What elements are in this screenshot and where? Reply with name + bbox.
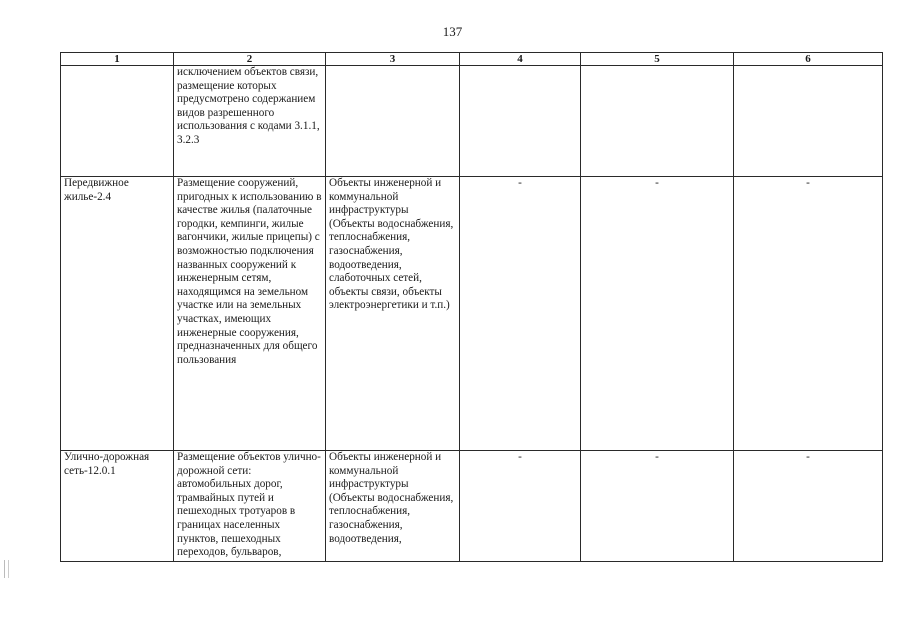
header-col-1: 1: [61, 53, 174, 66]
header-col-3: 3: [326, 53, 460, 66]
cell-use-name: [61, 66, 174, 177]
cell-auxiliary-objects: [326, 66, 460, 177]
cell-col-6: [734, 177, 883, 451]
cell-col-6: [734, 66, 883, 177]
cell-col-5: [581, 177, 734, 451]
cell-use-description: исключением объектов связи, размещение которых предусмотрено содержанием видов разрешенного использования с кодами 3.1.1, 3.2.3: [174, 66, 326, 177]
dash-mark: -: [518, 451, 522, 463]
dash-mark: -: [806, 177, 810, 189]
header-col-6: 6: [734, 53, 883, 66]
scan-margin-mark: [4, 560, 9, 578]
cell-col-4: [460, 66, 581, 177]
cell-use-name: Передвижное жилье-2.4: [61, 177, 174, 451]
dash-mark: -: [518, 177, 522, 189]
dash-mark: -: [806, 451, 810, 463]
cell-auxiliary-objects: Объекты инженерной и коммунальной инфраструктуры (Объекты водоснабжения, теплоснабжения, газоснабжения, водоотведения, слаботочных сетей, объекты связи, объекты электроэнергетики и т.п.): [326, 177, 460, 451]
cell-text: Объекты инженерной и коммунальной инфраструктуры (Объекты водоснабжения, теплоснабжения, газоснабжения, водоотведения,: [329, 451, 454, 545]
cell-use-description: Размещение сооружений, пригодных к использованию в качестве жилья (палаточные городки, кемпинги, жилые вагончики, жилые прицепы) с возможностью подключения названных сооружений к инженерным сетям, находящимся на земельном участке или на земельных участках, имеющих инженерные сооружения, предназначенных для общего пользования: [174, 177, 326, 451]
table-row: [61, 177, 883, 451]
header-col-2: 2: [174, 53, 326, 66]
table-row: [61, 66, 883, 177]
cell-col-6: [734, 451, 883, 562]
cell-auxiliary-objects: [326, 451, 460, 562]
cell-use-name: [61, 451, 174, 562]
dash-mark: -: [655, 451, 659, 463]
table-row: [61, 451, 883, 562]
header-col-4: 4: [460, 53, 581, 66]
cell-col-4: [460, 177, 581, 451]
cell-text: Размещение объектов улично-дорожной сети: автомобильных дорог, трамвайных путей и пешеходных тротуаров в границах населенных пунктов, пешеходных переходов, бульваров,: [177, 451, 321, 559]
header-row: [61, 53, 883, 66]
cell-col-5: [581, 451, 734, 562]
cell-col-5: [581, 66, 734, 177]
header-col-5: 5: [581, 53, 734, 66]
cell-text: Улично-дорожная сеть-12.0.1: [64, 451, 150, 477]
cell-col-4: [460, 451, 581, 562]
document-table: [60, 52, 883, 562]
page-number: 137: [442, 24, 463, 39]
dash-mark: -: [655, 177, 659, 189]
cell-use-description: [174, 451, 326, 562]
